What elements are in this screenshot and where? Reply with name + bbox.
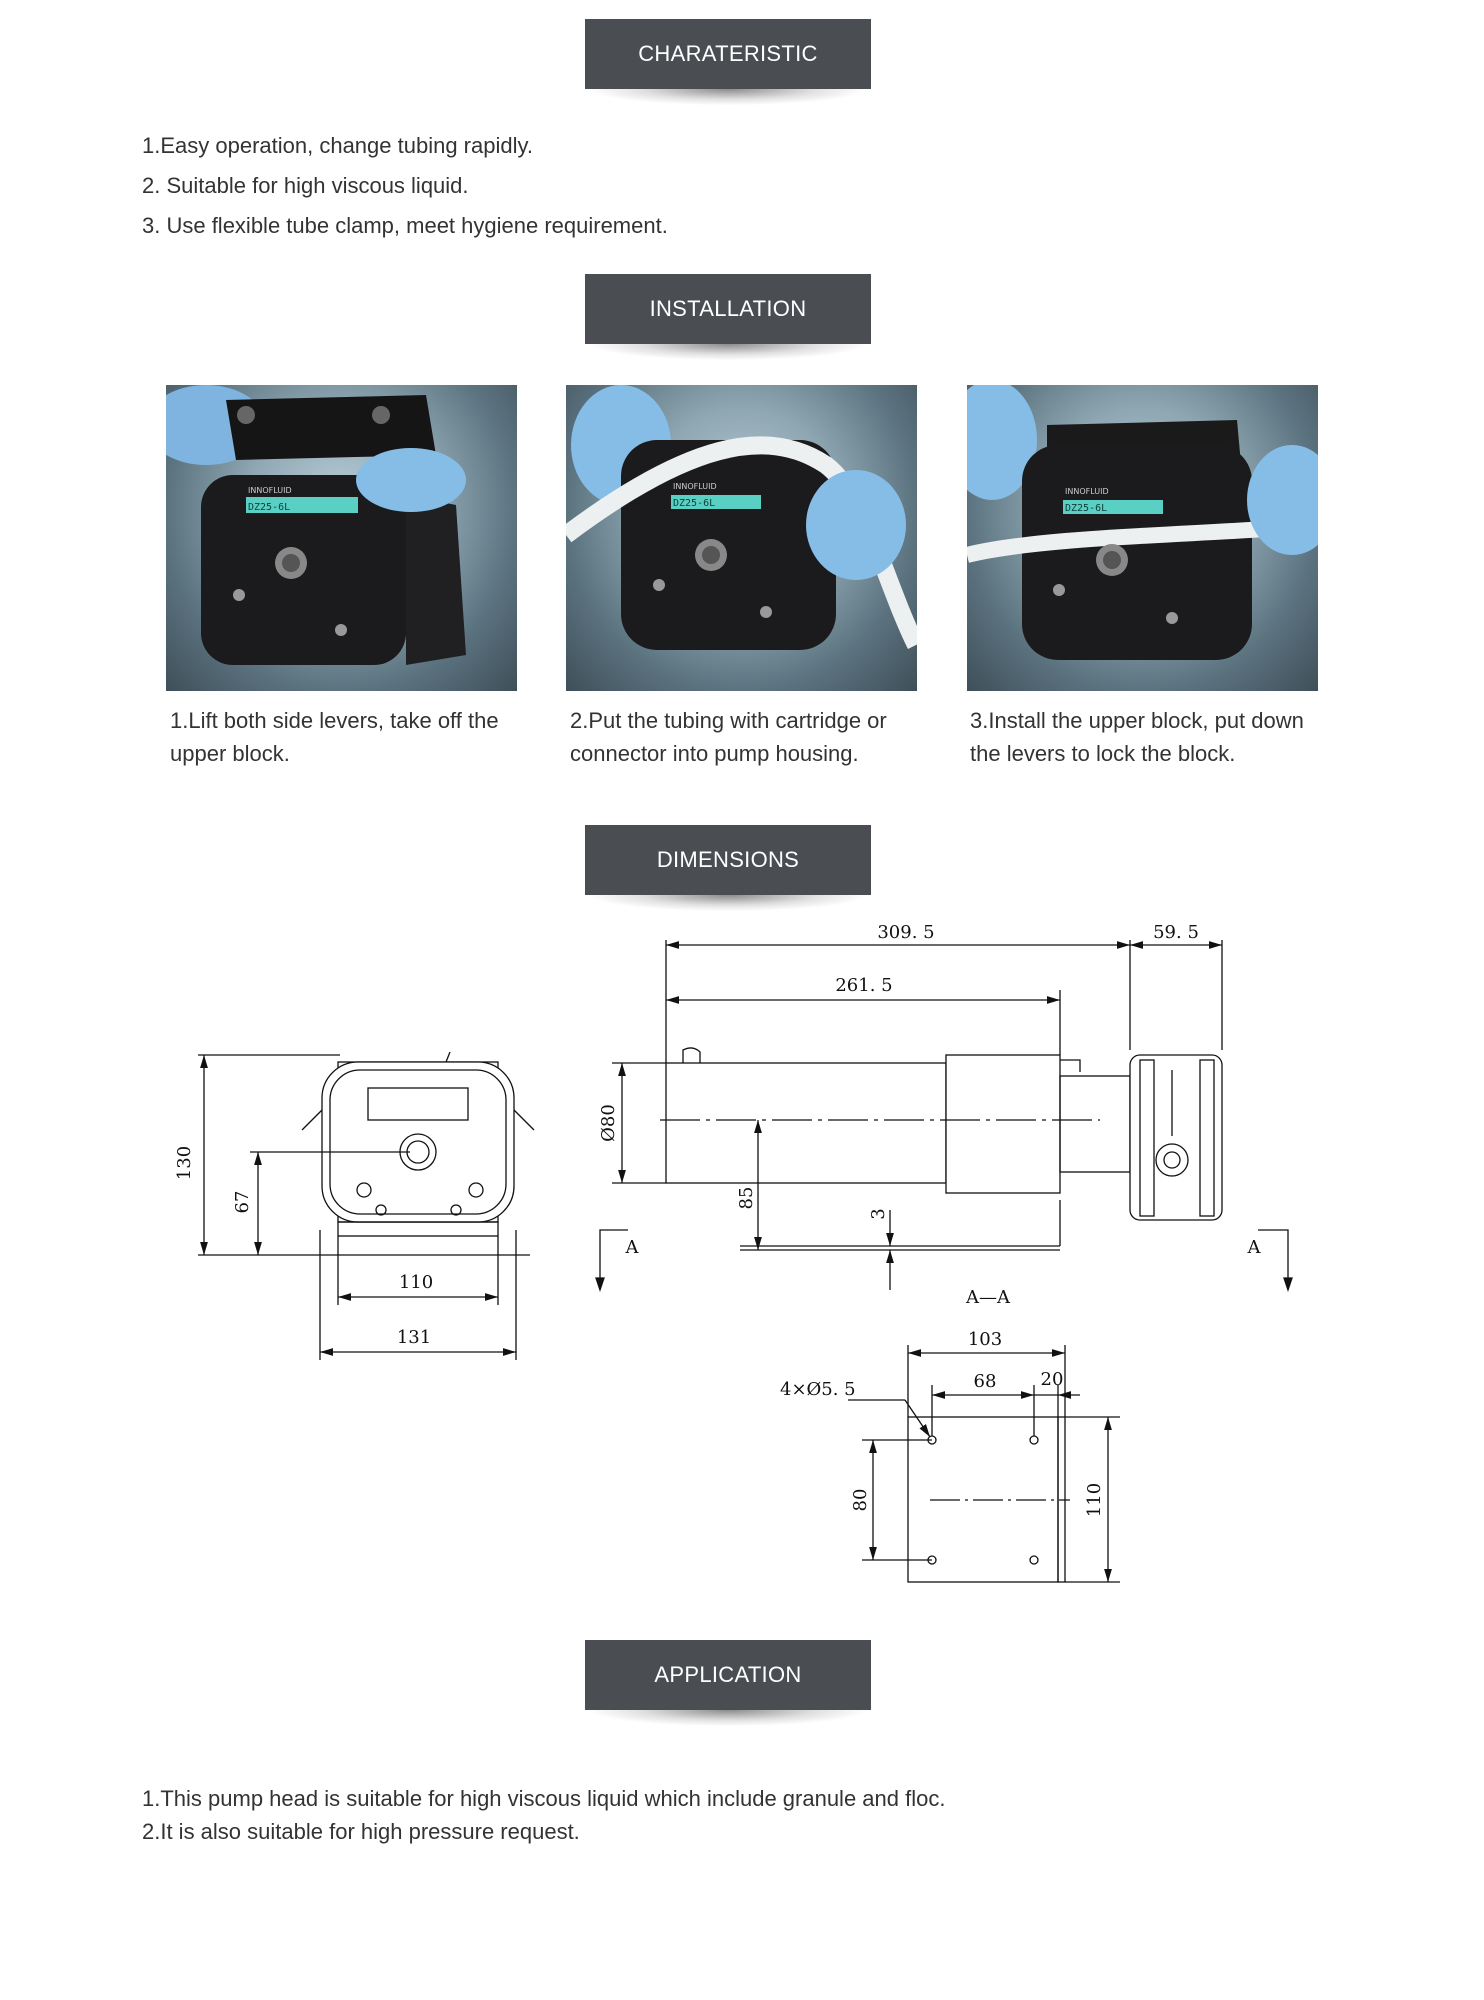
section-title: DIMENSIONS [656, 847, 800, 872]
svg-text:DZ25-6L: DZ25-6L [248, 502, 291, 513]
dim-label: 68 [973, 1371, 997, 1392]
list-item: 3. Use flexible tube clamp, meet hygiene requirement. [142, 213, 668, 238]
dim-label: 131 [396, 1327, 432, 1348]
section-title: A—A [966, 1287, 1010, 1308]
svg-text:INNOFLUID: INNOFLUID [248, 486, 292, 495]
dim-label: 110 [1084, 1482, 1105, 1518]
dim-label: 103 [967, 1329, 1003, 1350]
dim-label: 80 [850, 1488, 871, 1512]
dim-label: Ø80 [598, 1104, 619, 1142]
list-item: 2. Suitable for high viscous liquid. [142, 173, 469, 198]
section-title: APPLICATION [654, 1662, 802, 1687]
svg-text:INNOFLUID: INNOFLUID [673, 482, 717, 491]
dim-label: 309. 5 [877, 922, 935, 943]
installation-caption-3: 3.Install the upper block, put down the levers to lock the block. [970, 708, 1304, 766]
dim-label: 67 [232, 1190, 253, 1214]
dim-label: 4×Ø5. 5 [780, 1379, 856, 1400]
list-item: 1.Easy operation, change tubing rapidly. [142, 133, 533, 158]
dim-label: 85 [736, 1186, 757, 1210]
dim-label: 59. 5 [1153, 922, 1199, 943]
side-view [596, 940, 1292, 1290]
section-marker: A [625, 1237, 639, 1258]
svg-text:DZ25-6L: DZ25-6L [1065, 503, 1108, 514]
dim-label: 130 [174, 1145, 195, 1181]
dim-label: 3 [868, 1208, 889, 1220]
section-title: CHARATERISTIC [638, 41, 818, 66]
dim-label: 20 [1040, 1369, 1064, 1390]
svg-text:INNOFLUID: INNOFLUID [1065, 487, 1109, 496]
list-item: 1.This pump head is suitable for high viscous liquid which include granule and floc. [142, 1786, 946, 1811]
list-item: 2.It is also suitable for high pressure request. [142, 1819, 580, 1844]
dim-label: 261. 5 [835, 975, 893, 996]
svg-text:DZ25-6L: DZ25-6L [673, 498, 716, 509]
section-title: INSTALLATION [649, 296, 807, 321]
application-list [142, 1782, 945, 1848]
section-marker: A [1247, 1237, 1261, 1258]
section-banner-application [585, 1640, 871, 1710]
installation-caption-1: 1.Lift both side levers, take off the upper block. [170, 708, 499, 766]
dim-label: 110 [398, 1272, 434, 1293]
installation-caption-2: 2.Put the tubing with cartridge or connector into pump housing. [570, 708, 887, 766]
